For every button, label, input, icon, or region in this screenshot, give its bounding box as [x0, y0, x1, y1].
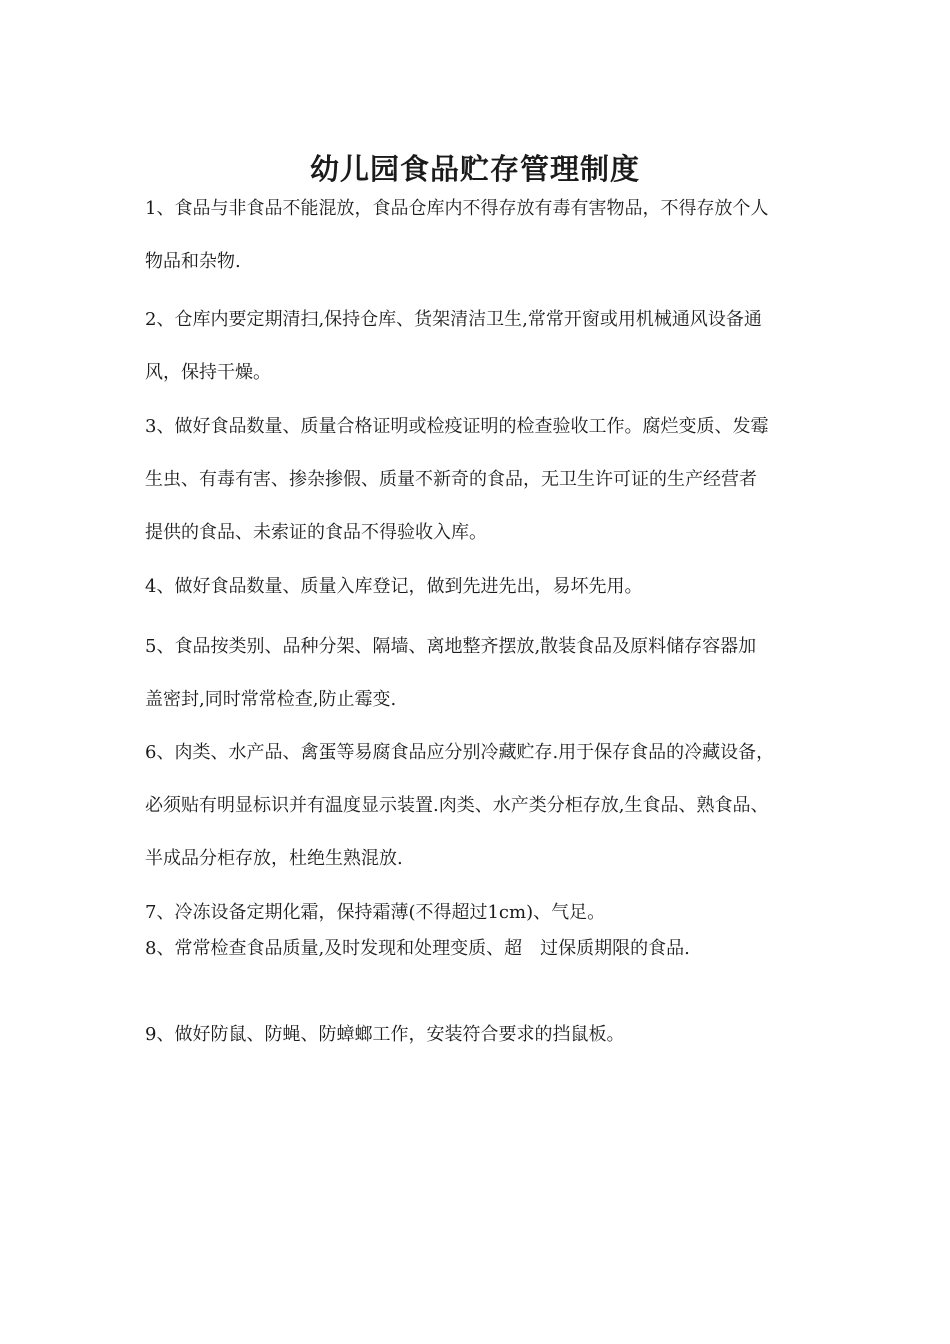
clause-line: 8、常常检查食品质量,及时发现和处理变质、超 过保质期限的食品. [145, 938, 690, 959]
clause-line: 2、仓库内要定期清扫,保持仓库、货架清洁卫生,常常开窗或用机械通风设备通 [145, 309, 762, 330]
clause-line: 提供的食品、未索证的食品不得验收入库。 [145, 522, 487, 543]
document-title: 幼儿园食品贮存管理制度 [309, 152, 640, 187]
clause-line: 半成品分柜存放，杜绝生熟混放. [145, 848, 403, 869]
clause-line: 必须贴有明显标识并有温度显示装置.肉类、水产类分柜存放,生食品、熟食品、 [145, 795, 769, 816]
clause-5 [145, 620, 825, 726]
clause-line: 7、冷冻设备定期化霜，保持霜薄(不得超过1cm)、气足。 [145, 902, 606, 923]
clause-6 [145, 726, 825, 885]
clause-line: 风，保持干燥。 [145, 362, 271, 383]
clause-line: 6、肉类、水产品、禽蛋等易腐食品应分别冷藏贮存.用于保存食品的冷藏设备， [145, 742, 775, 763]
clause-line: 生虫、有毒有害、掺杂掺假、质量不新奇的食品，无卫生许可证的生产经营者 [145, 469, 757, 490]
clause-8 [145, 922, 825, 975]
clause-line: 盖密封,同时常常检查,防止霉变. [145, 689, 397, 710]
clause-line: 4、做好食品数量、质量入库登记，做到先进先出，易坏先用。 [145, 576, 643, 597]
clause-4 [145, 560, 825, 613]
clause-line: 1、食品与非食品不能混放，食品仓库内不得存放有毒有害物品，不得存放个人 [145, 198, 769, 219]
clause-1 [145, 182, 825, 288]
clause-line: 9、做好防鼠、防蝇、防蟑螂工作，安装符合要求的挡鼠板。 [145, 1024, 625, 1045]
clause-9 [145, 1008, 825, 1061]
clause-3 [145, 400, 825, 559]
clause-line: 3、做好食品数量、质量合格证明或检疫证明的检查验收工作。腐烂变质、发霉 [145, 416, 769, 437]
clause-line: 物品和杂物. [145, 251, 241, 272]
clause-2 [145, 293, 825, 399]
clause-line: 5、食品按类别、品种分架、隔墙、离地整齐摆放,散装食品及原料储存容器加 [145, 636, 757, 657]
